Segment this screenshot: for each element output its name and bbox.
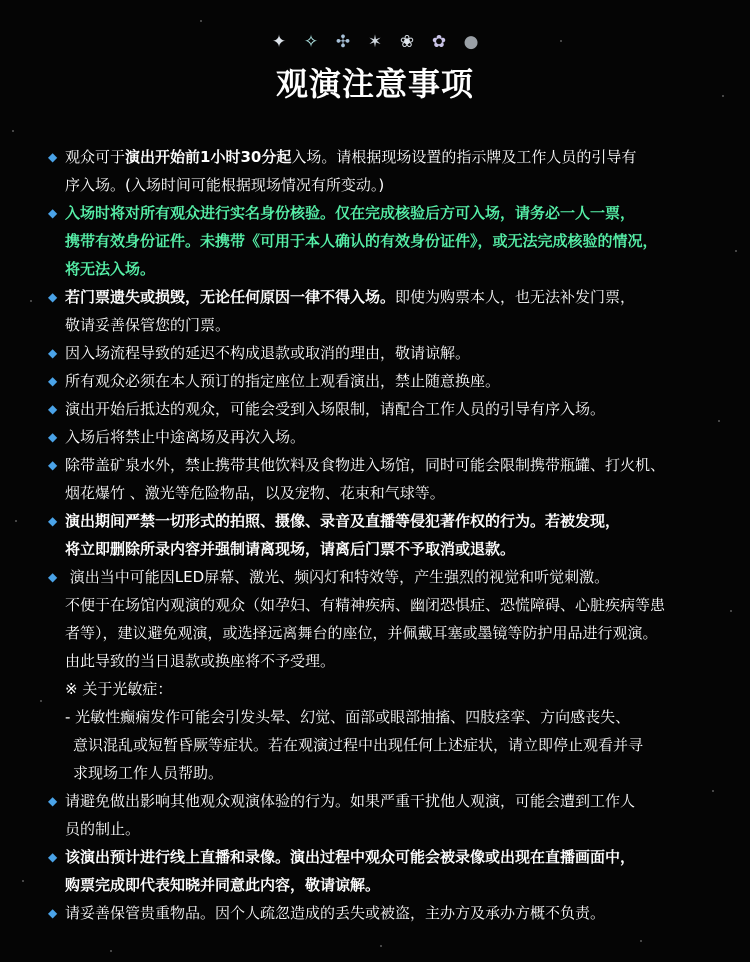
- page-title: 观演注意事项: [275, 65, 474, 103]
- photosensitivity-heading: ※ 关于光敏症：: [65, 680, 173, 698]
- diamond-bullet-icon: ◆: [48, 906, 58, 920]
- notice-item-livestream: ◆ 该演出预计进行线上直播和录像。演出过程中观众可能会被录像或出现在直播画面中，: [48, 843, 708, 871]
- diamond-bullet-icon: ◆: [48, 570, 58, 584]
- diamond-bullet-icon: ◆: [48, 514, 58, 528]
- diamond-bullet-icon: ◆: [48, 458, 58, 472]
- notice-item-prohibited-items: ◆ 除带盖矿泉水外，禁止携带其他饮料及食物进入场馆，同时可能会限制携带瓶罐、打火机、: [48, 451, 708, 479]
- shuriken-icon: ✦: [271, 32, 287, 52]
- notice-item-entry-time: ◆ 观众可于演出开始前1小时30分起入场。请根据现场设置的指示牌及工作人员的引导有: [48, 143, 708, 171]
- diamond-bullet-icon: ◆: [48, 206, 58, 220]
- notice-item-disturbance: ◆ 请避免做出影响其他观众观演体验的行为。如果严重干扰他人观演，可能会遭到工作人: [48, 787, 708, 815]
- diamond-bullet-icon: ◆: [48, 346, 58, 360]
- decorative-icon-row: [0, 30, 750, 54]
- star-icon: ✶: [367, 32, 383, 52]
- notice-item-no-refund-delay: ◆ 因入场流程导致的延迟不构成退款或取消的理由，敬请谅解。: [48, 339, 708, 367]
- diamond-bullet-icon: ◆: [48, 850, 58, 864]
- windmill-icon: ✣: [335, 32, 351, 52]
- butterfly-icon: ✿: [431, 32, 447, 52]
- notice-item-late-arrival: ◆ 演出开始后抵达的观众，可能会受到入场限制，请配合工作人员的引导有序入场。: [48, 395, 708, 423]
- notice-item-id-check: ◆ 入场时将对所有观众进行实名身份核验。仅在完成核验后方可入场，请务必一人一票，: [48, 199, 708, 227]
- diamond-bullet-icon: ◆: [48, 150, 58, 164]
- notice-item-lost-ticket: ◆ 若门票遗失或损毁，无论任何原因一律不得入场。即使为购票本人，也无法补发门票，: [48, 283, 708, 311]
- notice-item-valuables: ◆ 请妥善保管贵重物品。因个人疏忽造成的丢失或被盗，主办方及承办方概不负责。: [48, 899, 708, 927]
- notice-list: ◆ 观众可于演出开始前1小时30分起入场。请根据现场设置的指示牌及工作人员的引导有 序入场。(入场时间可能根据现场情况有所变动。) ◆ 入场时将对所有观众进行实名身份核验。仅在完成核验后方可入场，请务必一人一票， 携带有效身份证件。未携带《可用于本人确认的有效身份证件》，或无法完成核验的情况， 将无法入场。 ◆ 若门票遗失或损毁，无论任何原因一律不得入场。即使为购票本人，也无法补发门票， 敬请妥善保管您的门票。 ◆ 因入场流程导致的延迟不构成退款或取消的理由，敬请谅解。 ◆ 所有观众必须在本人预订的指定座位上观看演出，禁止随意换座。 ◆ 演出开始后抵达的观众，可能会受到入场限制，请配合工作人员的引导有序入场。 ◆ 入场后将禁止中途离场及再次入场。 ◆ 除带盖矿泉水外，禁止携带其他饮料及食物进入场馆，同时可能会限制携带瓶罐、打火机、 烟花爆竹 、激光等危险物品，以及宠物、花束和气球等。 ◆ 演出期间严禁一切形式的拍照、摄像、录音及直播等侵犯著作权的行为。若被发现， 将立即删除所录内容并强制请离现场，请离后门票不予取消或退款。 ◆ 演出当中可能因LED屏幕、激光、频闪灯和特效等，产生强烈的视觉和听觉刺激。 不便于在场馆内观演的观众（如孕妇、有精神疾病、幽闭恐惧症、恐慌障碍、心脏疾病等患 者等），建议避免观演，或选择远离舞台的座位，并佩戴耳塞或墨镜等防护用品进行观演。 由此导致的当日退款或换座将不予受理。 ※ 关于光敏症： - 光敏性癫痫发作可能会引发头晕、幻觉、面部或眼部抽搐、四肢痉挛、方向感丧失、 意识混乱或短暂昏厥等症状。若在观演过程中出现任何上述症状，请立即停止观看并寻 求现场工作人员帮助。 ◆ 请避免做出影响其他观众观演体验的行为。如果严重干扰他人观演，可能会遭到工作人 员的制止。 ◆ 该演出预计进行线上直播和录像。演出过程中观众可能会被录像或出现在直播画面中， 购票完成即代表知晓并同意此内容，敬请谅解。 ◆ 请妥善保管贵重物品。因个人疏忽造成的丢失或被盗，主办方及承办方概不负责。: [48, 143, 708, 927]
- notice-item-light-effects: ◆ 演出当中可能因LED屏幕、激光、频闪灯和特效等，产生强烈的视觉和听觉刺激。: [48, 563, 708, 591]
- notice-item-no-reentry: ◆ 入场后将禁止中途离场及再次入场。: [48, 423, 708, 451]
- diamond-bullet-icon: ◆: [48, 402, 58, 416]
- sparkle-icon: ✧: [303, 32, 319, 52]
- diamond-bullet-icon: ◆: [48, 430, 58, 444]
- notice-item-assigned-seat: ◆ 所有观众必须在本人预订的指定座位上观看演出，禁止随意换座。: [48, 367, 708, 395]
- notice-item-no-recording: ◆ 演出期间严禁一切形式的拍照、摄像、录音及直播等侵犯著作权的行为。若被发现，: [48, 507, 708, 535]
- flower-icon: ❀: [399, 32, 415, 52]
- cloud-icon: ●: [463, 32, 479, 52]
- diamond-bullet-icon: ◆: [48, 794, 58, 808]
- diamond-bullet-icon: ◆: [48, 374, 58, 388]
- diamond-bullet-icon: ◆: [48, 290, 58, 304]
